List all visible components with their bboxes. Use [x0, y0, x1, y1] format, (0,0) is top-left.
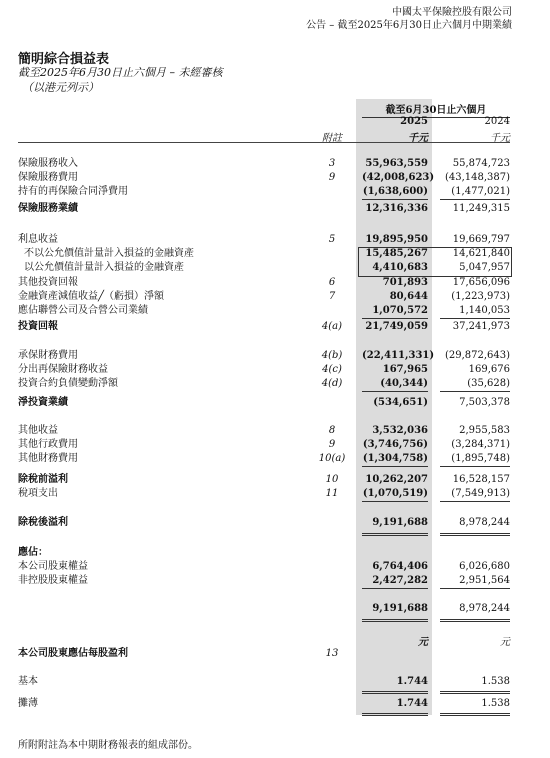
table-row — [18, 247, 510, 261]
double-rule — [440, 533, 510, 534]
table-row — [18, 438, 510, 452]
currency-note: （以港元列示） — [22, 81, 99, 94]
double-rule — [440, 693, 510, 694]
table-row — [18, 290, 510, 304]
value-2025: (1,304,758) — [362, 452, 428, 467]
table-row — [18, 276, 510, 290]
statement-subtitle: 截至2025年6月30日止六個月 – 未經審核 — [18, 66, 223, 79]
value-2025: 167,965 — [382, 364, 428, 375]
table-row — [18, 560, 510, 574]
value-2024: 11,249,315 — [452, 203, 510, 214]
value-2025: (1,638,600) — [362, 185, 428, 200]
table-row — [18, 171, 510, 185]
table-row — [18, 157, 510, 171]
value-2024: 6,026,680 — [459, 561, 510, 572]
table-row — [18, 185, 510, 199]
value-2024: 8,978,244 — [459, 517, 510, 528]
row-label: 金融資產減值收益╱（虧損）淨額 — [18, 291, 165, 302]
table-row — [18, 320, 510, 334]
double-rule — [440, 691, 510, 692]
row-label: 應佔： — [18, 547, 48, 558]
row-note: 8 — [328, 425, 336, 436]
row-label: 本公司股東權益 — [18, 561, 88, 572]
value-2025: 4,410,683 — [372, 262, 428, 273]
value-2024: (1,223,973) — [451, 291, 510, 302]
value-2025: 21,749,059 — [365, 321, 428, 332]
double-rule — [362, 715, 428, 716]
value-2024: (3,284,371) — [451, 439, 510, 450]
value-2024: 1,140,053 — [440, 304, 510, 319]
table-row — [18, 396, 510, 410]
value-2025: 19,895,950 — [365, 234, 428, 245]
double-rule — [362, 533, 428, 534]
table-row — [18, 647, 510, 661]
row-note: 9 — [328, 439, 336, 450]
row-note: 4(c) — [322, 364, 342, 375]
double-rule — [362, 713, 428, 714]
row-note: 13 — [325, 648, 339, 659]
row-label: 應佔聯營公司及合營公司業績 — [18, 305, 148, 316]
value-2024: (35,628) — [440, 377, 510, 392]
value-2024: 14,621,840 — [452, 248, 510, 259]
table-row — [18, 574, 510, 588]
row-note: 4(d) — [321, 378, 343, 389]
row-label: 基本 — [18, 676, 38, 687]
row-label: 投資回報 — [18, 321, 58, 332]
double-rule — [362, 691, 428, 692]
table-row — [18, 452, 510, 466]
value-2025: 6,764,406 — [372, 561, 428, 572]
value-2025: 80,644 — [389, 291, 428, 302]
table-row — [18, 363, 510, 377]
row-note: 3 — [328, 158, 336, 169]
row-note: 7 — [328, 291, 336, 302]
row-label: 淨投資業績 — [18, 397, 68, 408]
notes-header: 附註 — [322, 133, 342, 144]
table-row — [18, 377, 510, 391]
row-label: 除稅後溢利 — [18, 517, 68, 528]
unit-prior: 千元 — [490, 133, 510, 144]
value-2025: (40,344) — [362, 377, 428, 392]
value-2024: 169,676 — [468, 364, 510, 375]
row-note: 4(b) — [321, 350, 343, 361]
value-2024: 37,241,973 — [452, 321, 510, 332]
row-note: 9 — [328, 172, 336, 183]
value-2024: 1.538 — [481, 676, 510, 687]
double-rule — [362, 693, 428, 694]
row-label: 以公允價值計量計入損益的金融資產 — [24, 262, 184, 273]
table-row — [18, 546, 510, 560]
header-rule — [18, 142, 510, 143]
table-row — [18, 697, 510, 711]
value-2024: (1,895,748) — [440, 452, 510, 467]
double-rule — [440, 713, 510, 714]
double-rule — [440, 535, 510, 536]
value-2024: (43,148,387) — [444, 172, 510, 183]
value-2025: 55,963,559 — [365, 158, 428, 169]
value-2024: 1.538 — [481, 698, 510, 709]
value-2025: (3,746,756) — [362, 439, 428, 450]
period-header: 截至6月30日止六個月 — [362, 101, 510, 118]
double-rule — [362, 621, 428, 622]
value-2024: 2,955,583 — [459, 425, 510, 436]
value-2025: (42,008,623) — [362, 172, 435, 183]
row-label: 不以公允價值計量計入損益的金融資產 — [24, 248, 194, 259]
row-note: 5 — [328, 234, 336, 245]
table-row — [18, 424, 510, 438]
value-2025: 3,532,036 — [372, 425, 428, 436]
table-row — [18, 349, 510, 363]
table-row — [18, 304, 510, 318]
value-2024: 7,503,378 — [459, 397, 510, 408]
table-row — [18, 261, 510, 275]
row-note: 11 — [325, 488, 339, 499]
value-2025: 1.744 — [396, 676, 428, 687]
currency-current: 元 — [418, 637, 428, 648]
company-name: 中國太平保險控股有限公司 — [392, 7, 512, 18]
year-current: 2025 — [400, 116, 428, 127]
value-2025: (1,070,519) — [362, 487, 428, 502]
value-2024: 2,951,564 — [440, 574, 510, 589]
value-2024: 5,047,957 — [459, 262, 510, 273]
row-label: 利息收益 — [18, 234, 58, 245]
value-2025: 1.744 — [396, 698, 428, 709]
value-2024: 16,528,157 — [452, 474, 510, 485]
value-2024: 55,874,723 — [452, 158, 510, 169]
value-2025: 9,191,688 — [372, 517, 428, 528]
table-row — [18, 487, 510, 501]
row-label: 其他行政費用 — [18, 439, 78, 450]
value-2024: 19,669,797 — [452, 234, 510, 245]
row-label: 持有的再保險合同淨費用 — [18, 186, 128, 197]
table-row — [18, 233, 510, 247]
row-note: 4(a) — [321, 321, 343, 332]
row-label: 保險服務收入 — [18, 158, 78, 169]
value-2025: 12,316,336 — [365, 203, 428, 214]
unit-current: 千元 — [408, 133, 428, 144]
statement-title: 簡明綜合損益表 — [18, 52, 110, 67]
row-note: 10 — [325, 474, 339, 485]
table-row — [18, 602, 510, 616]
page-header — [306, 6, 512, 32]
value-2025: 15,485,267 — [365, 248, 428, 259]
table-row — [18, 473, 510, 487]
row-label: 保險服務業績 — [18, 203, 78, 214]
row-label: 分出再保險財務收益 — [18, 364, 108, 375]
double-rule — [440, 715, 510, 716]
value-2025: (22,411,331) — [362, 350, 435, 361]
currency-prior: 元 — [500, 637, 510, 648]
row-label: 其他財務費用 — [18, 453, 78, 464]
document-title: 公告 – 截至2025年6月30日止六個月中期業績 — [306, 20, 512, 31]
value-2024: 8,978,244 — [459, 603, 510, 614]
value-2024: (1,477,021) — [440, 185, 510, 200]
row-label: 非控股股東權益 — [18, 575, 88, 586]
row-label: 攤薄 — [18, 698, 38, 709]
year-prior: 2024 — [484, 116, 510, 127]
footnote: 所附附註為本中期財務報表的組成部份。 — [18, 740, 198, 751]
double-rule — [440, 619, 510, 620]
row-label: 除稅前溢利 — [18, 474, 68, 485]
row-label: 其他投資回報 — [18, 277, 78, 288]
value-2025: 9,191,688 — [372, 603, 428, 614]
table-row — [18, 202, 510, 216]
table-row — [18, 516, 510, 530]
value-2025: 2,427,282 — [362, 574, 428, 589]
row-label: 稅項支出 — [18, 488, 58, 499]
value-2025: (534,651) — [373, 397, 428, 408]
value-2024: (29,872,643) — [444, 350, 510, 361]
row-label: 投資合約負債變動淨額 — [18, 378, 118, 389]
value-2024: 17,656,096 — [452, 277, 510, 288]
double-rule — [440, 621, 510, 622]
value-2025: 1,070,572 — [362, 304, 428, 319]
double-rule — [362, 535, 428, 536]
row-label: 承保財務費用 — [18, 350, 78, 361]
row-label: 本公司股東應佔每股盈利 — [18, 648, 128, 659]
row-label: 保險服務費用 — [18, 172, 78, 183]
row-label: 其他收益 — [18, 425, 58, 436]
row-note: 10(a) — [318, 453, 346, 464]
double-rule — [362, 619, 428, 620]
value-2024: (7,549,913) — [440, 487, 510, 502]
row-note: 6 — [328, 277, 336, 288]
value-2025: 10,262,207 — [365, 474, 428, 485]
value-2025: 701,893 — [382, 277, 428, 288]
table-row — [18, 675, 510, 689]
